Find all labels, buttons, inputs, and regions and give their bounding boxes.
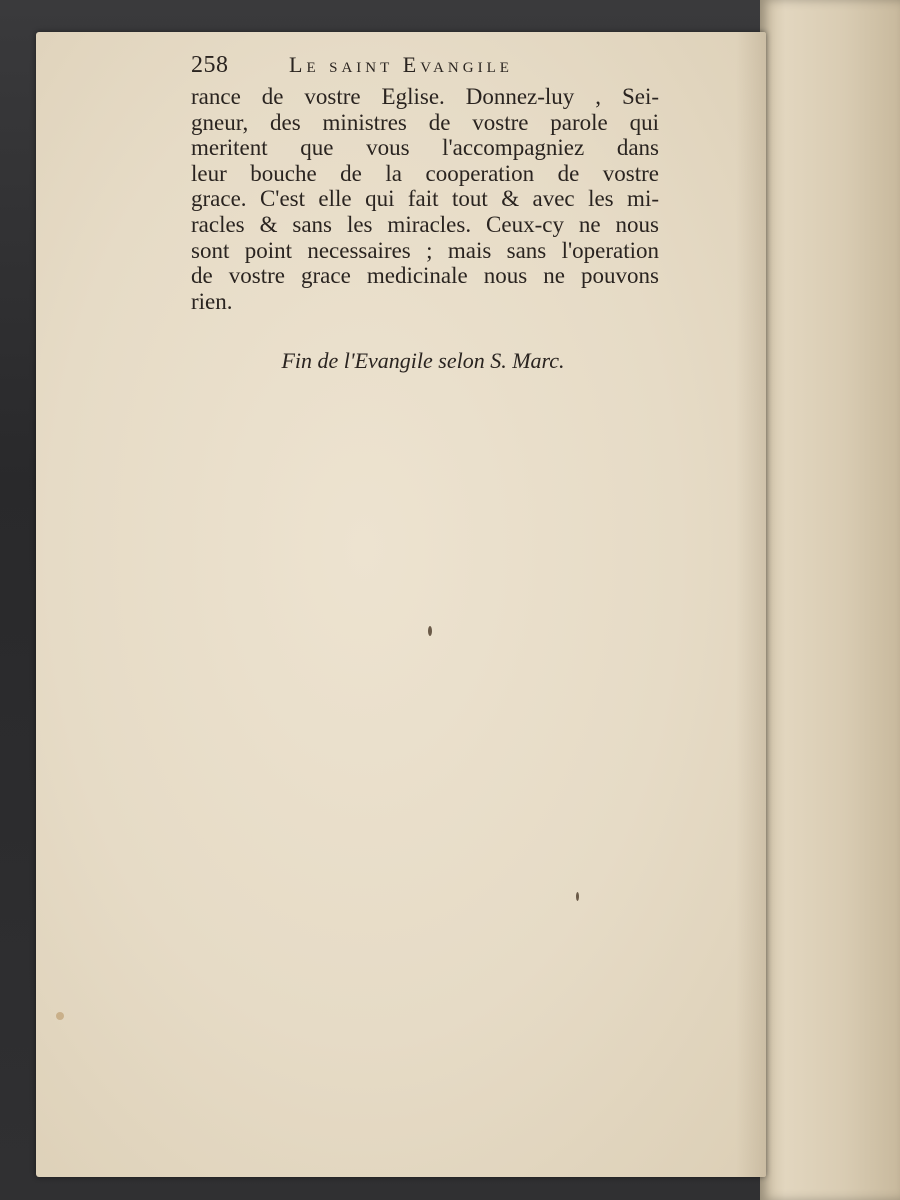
text-line: gneur, des ministres de vostre parole qui (191, 109, 659, 135)
text-line: racles & sans les miracles. Ceux-cy ne nous (191, 211, 659, 237)
explicit-line: Fin de l'Evangile selon S. Marc. (281, 348, 565, 373)
ink-speck (576, 892, 579, 901)
text-line: sont point necessaires ; mais sans l'operation (191, 237, 659, 263)
text-line: grace. C'est elle qui fait tout & avec les mi- (191, 186, 659, 212)
running-title: Le saint Evangile (289, 52, 513, 77)
paper-stain (56, 1012, 64, 1020)
text-line: rien. (191, 288, 233, 314)
body-text (191, 84, 659, 314)
page-number: 258 (191, 52, 229, 78)
text-line: leur bouche de la cooperation de vostre (191, 160, 659, 186)
text-line: de vostre grace medicinale nous ne pouvons (191, 263, 659, 289)
gutter-shadow (736, 32, 766, 1177)
text-line: meritent que vous l'accompagniez dans (191, 135, 659, 161)
text-line: rance de vostre Eglise. Donnez-luy , Sei- (191, 84, 659, 109)
page-header (191, 52, 661, 86)
facing-page-edge (760, 0, 900, 1200)
ink-speck (428, 626, 432, 636)
